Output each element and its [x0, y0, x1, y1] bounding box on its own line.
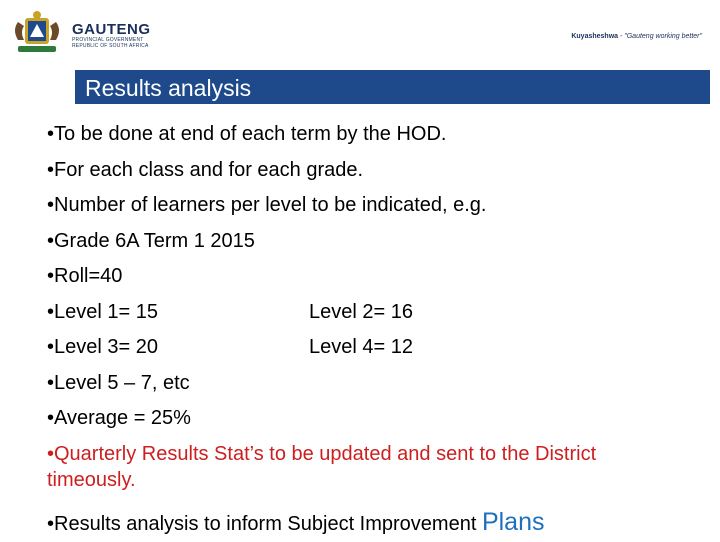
brand-sub-1: PROVINCIAL GOVERNMENT — [72, 37, 151, 43]
level-1-text: •Level 1= 15 — [47, 301, 158, 323]
quarterly-text: •Quarterly Results Stat’s to be updated and sent to the District timeously. — [47, 441, 687, 493]
last-bullet-text: •Results analysis to inform Subject Improvement — [47, 513, 482, 535]
level-2-text: Level 2= 16 — [309, 299, 413, 325]
bullet-1: •To be done at end of each term by the HOD. — [47, 121, 687, 157]
slogan-bold: Kuyasheshwa — [571, 33, 618, 40]
last-bullet — [47, 507, 687, 542]
level-4-text: Level 4= 12 — [309, 334, 413, 360]
title-bar — [75, 70, 710, 104]
brand-block — [72, 22, 151, 49]
brand-sub-2: REPUBLIC OF SOUTH AFRICA — [72, 43, 151, 49]
bullet-3: •Number of learners per level to be indicated, e.g. — [47, 192, 687, 228]
slide-content — [47, 121, 687, 542]
header — [0, 0, 720, 66]
level-5-text: •Level 5 – 7, etc — [47, 370, 687, 406]
level-3-text: •Level 3= 20 — [47, 336, 158, 358]
brand-name: GAUTENG — [72, 22, 151, 37]
average-text: •Average = 25% — [47, 405, 687, 441]
level-row-1 — [47, 299, 687, 335]
bullet-5: •Roll=40 — [47, 263, 687, 299]
slogan-rest: - "Gauteng working better" — [618, 33, 702, 40]
slide-title: Results analysis — [85, 75, 251, 101]
bullet-4: •Grade 6A Term 1 2015 — [47, 228, 687, 264]
level-row-2 — [47, 334, 687, 370]
coat-of-arms-logo — [10, 10, 64, 56]
slogan — [571, 33, 702, 40]
bullet-2: •For each class and for each grade. — [47, 157, 687, 193]
plans-text: Plans — [482, 508, 545, 536]
